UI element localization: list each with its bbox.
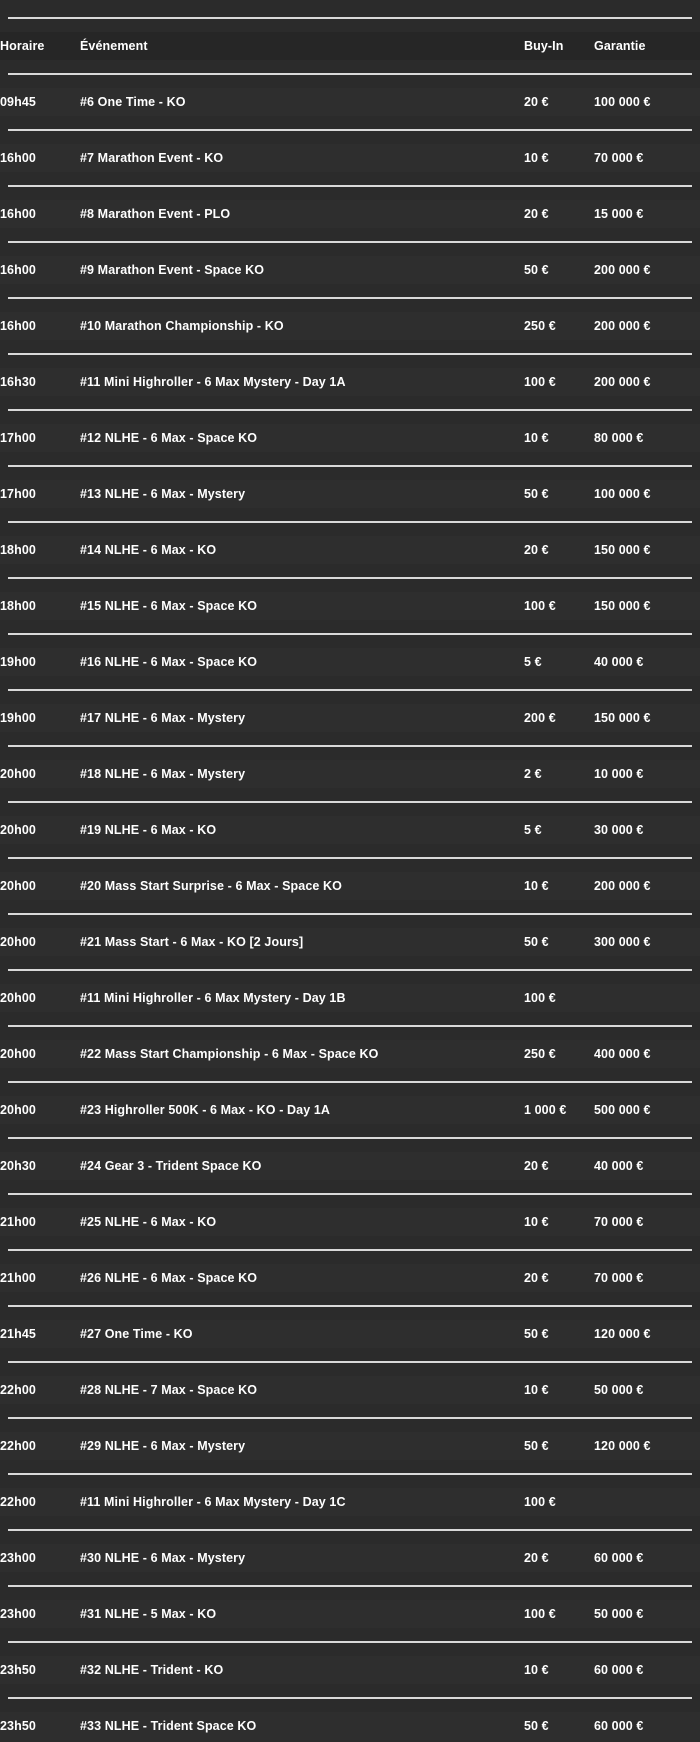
cell-buyin: 10 € [524, 1663, 549, 1677]
cell-buyin: 20 € [524, 1271, 549, 1285]
row-separator [0, 284, 700, 312]
cell-evenement: #24 Gear 3 - Trident Space KO [80, 1159, 262, 1173]
table-row[interactable] [0, 1376, 700, 1404]
bottom-spacer [0, 1740, 700, 1742]
table-row[interactable] [0, 536, 700, 564]
cell-horaire: 18h00 [0, 599, 36, 613]
cell-buyin: 5 € [524, 655, 542, 669]
row-separator [0, 1292, 700, 1320]
table-row[interactable] [0, 480, 700, 508]
cell-horaire: 16h00 [0, 319, 36, 333]
rule-top [0, 4, 700, 32]
cell-garantie: 15 000 € [594, 207, 644, 221]
cell-horaire: 16h30 [0, 375, 36, 389]
column-header-horaire: Horaire [0, 39, 45, 53]
cell-garantie: 50 000 € [594, 1607, 644, 1621]
table-row[interactable] [0, 1600, 700, 1628]
row-separator [0, 788, 700, 816]
cell-horaire: 23h50 [0, 1719, 36, 1733]
table-row[interactable] [0, 1488, 700, 1516]
table-row[interactable] [0, 1040, 700, 1068]
cell-evenement: #9 Marathon Event - Space KO [80, 263, 265, 277]
cell-horaire: 23h50 [0, 1663, 36, 1677]
cell-buyin: 50 € [524, 263, 549, 277]
cell-buyin: 50 € [524, 1439, 549, 1453]
cell-buyin: 20 € [524, 207, 549, 221]
cell-garantie: 200 000 € [594, 879, 651, 893]
cell-garantie: 70 000 € [594, 1215, 644, 1229]
table-row[interactable] [0, 424, 700, 452]
row-separator [0, 1124, 700, 1152]
cell-buyin: 1 000 € [524, 1103, 567, 1117]
row-separator [0, 732, 700, 760]
table-row[interactable] [0, 872, 700, 900]
cell-garantie [594, 1488, 700, 1516]
table-row[interactable] [0, 592, 700, 620]
cell-evenement: #11 Mini Highroller - 6 Max Mystery - Day 1B [80, 991, 346, 1005]
cell-evenement: #8 Marathon Event - PLO [80, 207, 231, 221]
row-separator [0, 1628, 700, 1656]
row-separator [0, 340, 700, 368]
cell-buyin: 20 € [524, 1551, 549, 1565]
cell-evenement: #30 NLHE - 6 Max - Mystery [80, 1551, 246, 1565]
table-header-row [0, 32, 700, 60]
table-row[interactable] [0, 1656, 700, 1684]
table-row[interactable] [0, 88, 700, 116]
cell-evenement: #29 NLHE - 6 Max - Mystery [80, 1439, 246, 1453]
cell-garantie: 200 000 € [594, 375, 651, 389]
cell-evenement: #31 NLHE - 5 Max - KO [80, 1607, 217, 1621]
cell-garantie: 200 000 € [594, 319, 651, 333]
cell-evenement: #6 One Time - KO [80, 95, 186, 109]
cell-horaire: 17h00 [0, 487, 36, 501]
cell-buyin: 10 € [524, 1383, 549, 1397]
cell-garantie: 100 000 € [594, 95, 651, 109]
table-row[interactable] [0, 1712, 700, 1740]
cell-garantie: 10 000 € [594, 767, 644, 781]
cell-buyin: 100 € [524, 1495, 556, 1509]
cell-horaire: 09h45 [0, 95, 36, 109]
table-row[interactable] [0, 144, 700, 172]
cell-horaire: 16h00 [0, 151, 36, 165]
cell-horaire: 20h00 [0, 767, 36, 781]
cell-garantie: 300 000 € [594, 935, 651, 949]
table-row[interactable] [0, 368, 700, 396]
table-row[interactable] [0, 928, 700, 956]
row-separator [0, 172, 700, 200]
cell-evenement: #10 Marathon Championship - KO [80, 319, 284, 333]
cell-buyin: 10 € [524, 879, 549, 893]
cell-garantie: 150 000 € [594, 543, 651, 557]
cell-horaire: 17h00 [0, 431, 36, 445]
table-row[interactable] [0, 984, 700, 1012]
cell-evenement: #32 NLHE - Trident - KO [80, 1663, 224, 1677]
cell-horaire: 21h00 [0, 1271, 36, 1285]
row-separator [0, 956, 700, 984]
cell-buyin: 10 € [524, 1215, 549, 1229]
cell-evenement: #16 NLHE - 6 Max - Space KO [80, 655, 258, 669]
cell-horaire: 18h00 [0, 543, 36, 557]
table-row[interactable] [0, 200, 700, 228]
table-row[interactable] [0, 760, 700, 788]
row-separator [0, 228, 700, 256]
row-separator [0, 60, 700, 88]
table-row[interactable] [0, 816, 700, 844]
cell-garantie: 500 000 € [594, 1103, 651, 1117]
cell-horaire: 16h00 [0, 263, 36, 277]
cell-horaire: 20h00 [0, 935, 36, 949]
cell-horaire: 21h00 [0, 1215, 36, 1229]
table-row[interactable] [0, 312, 700, 340]
cell-evenement: #21 Mass Start - 6 Max - KO [2 Jours] [80, 935, 304, 949]
table-row[interactable] [0, 648, 700, 676]
cell-evenement: #26 NLHE - 6 Max - Space KO [80, 1271, 258, 1285]
cell-garantie: 70 000 € [594, 1271, 644, 1285]
column-header-garantie: Garantie [594, 39, 646, 53]
row-separator [0, 116, 700, 144]
cell-garantie: 100 000 € [594, 487, 651, 501]
row-separator [0, 1236, 700, 1264]
cell-garantie: 120 000 € [594, 1439, 651, 1453]
row-separator [0, 1460, 700, 1488]
row-separator [0, 508, 700, 536]
cell-horaire: 20h00 [0, 879, 36, 893]
cell-buyin: 20 € [524, 543, 549, 557]
row-separator [0, 620, 700, 648]
cell-horaire: 21h45 [0, 1327, 36, 1341]
table-row[interactable] [0, 1208, 700, 1236]
cell-evenement: #11 Mini Highroller - 6 Max Mystery - Day 1C [80, 1495, 346, 1509]
table-row[interactable] [0, 1320, 700, 1348]
cell-garantie: 60 000 € [594, 1719, 644, 1733]
cell-garantie: 70 000 € [594, 151, 644, 165]
table-body [0, 60, 700, 1740]
row-separator [0, 564, 700, 592]
row-separator [0, 1348, 700, 1376]
row-separator [0, 396, 700, 424]
cell-buyin: 50 € [524, 935, 549, 949]
row-separator [0, 676, 700, 704]
cell-horaire: 22h00 [0, 1439, 36, 1453]
cell-evenement: #27 One Time - KO [80, 1327, 193, 1341]
cell-evenement: #18 NLHE - 6 Max - Mystery [80, 767, 246, 781]
table-row[interactable] [0, 256, 700, 284]
cell-buyin: 100 € [524, 599, 556, 613]
cell-buyin: 50 € [524, 1719, 549, 1733]
table-row[interactable] [0, 1432, 700, 1460]
cell-buyin: 20 € [524, 95, 549, 109]
cell-horaire: 20h00 [0, 1047, 36, 1061]
cell-evenement: #28 NLHE - 7 Max - Space KO [80, 1383, 258, 1397]
cell-horaire: 20h00 [0, 823, 36, 837]
row-separator [0, 900, 700, 928]
cell-evenement: #17 NLHE - 6 Max - Mystery [80, 711, 246, 725]
cell-evenement: #13 NLHE - 6 Max - Mystery [80, 487, 246, 501]
cell-garantie: 40 000 € [594, 1159, 644, 1173]
cell-evenement: #25 NLHE - 6 Max - KO [80, 1215, 217, 1229]
cell-horaire: 20h30 [0, 1159, 36, 1173]
row-separator [0, 452, 700, 480]
cell-garantie: 150 000 € [594, 711, 651, 725]
cell-garantie: 50 000 € [594, 1383, 644, 1397]
table-row[interactable] [0, 1544, 700, 1572]
table-row[interactable] [0, 1264, 700, 1292]
cell-evenement: #11 Mini Highroller - 6 Max Mystery - Day 1A [80, 375, 346, 389]
row-separator [0, 844, 700, 872]
cell-horaire: 22h00 [0, 1383, 36, 1397]
cell-buyin: 2 € [524, 767, 542, 781]
cell-buyin: 100 € [524, 375, 556, 389]
table-head [0, 4, 700, 60]
cell-evenement: #14 NLHE - 6 Max - KO [80, 543, 217, 557]
cell-evenement: #22 Mass Start Championship - 6 Max - Space KO [80, 1047, 379, 1061]
row-separator [0, 1684, 700, 1712]
cell-garantie: 60 000 € [594, 1663, 644, 1677]
cell-buyin: 100 € [524, 1607, 556, 1621]
cell-evenement: #23 Highroller 500K - 6 Max - KO - Day 1A [80, 1103, 331, 1117]
cell-horaire: 19h00 [0, 711, 36, 725]
cell-buyin: 250 € [524, 1047, 556, 1061]
row-separator [0, 1572, 700, 1600]
cell-garantie: 400 000 € [594, 1047, 651, 1061]
row-separator [0, 1180, 700, 1208]
cell-horaire: 16h00 [0, 207, 36, 221]
cell-garantie: 150 000 € [594, 599, 651, 613]
column-header-evenement: Événement [80, 39, 148, 53]
cell-garantie: 40 000 € [594, 655, 644, 669]
cell-evenement: #20 Mass Start Surprise - 6 Max - Space KO [80, 879, 342, 893]
cell-horaire: 19h00 [0, 655, 36, 669]
cell-horaire: 23h00 [0, 1551, 36, 1565]
cell-buyin: 50 € [524, 1327, 549, 1341]
cell-buyin: 20 € [524, 1159, 549, 1173]
cell-evenement: #19 NLHE - 6 Max - KO [80, 823, 217, 837]
cell-buyin: 100 € [524, 991, 556, 1005]
row-separator [0, 1516, 700, 1544]
row-separator [0, 1404, 700, 1432]
cell-buyin: 50 € [524, 487, 549, 501]
cell-garantie: 60 000 € [594, 1551, 644, 1565]
cell-horaire: 20h00 [0, 1103, 36, 1117]
cell-garantie [594, 984, 700, 1012]
cell-evenement: #15 NLHE - 6 Max - Space KO [80, 599, 258, 613]
row-separator [0, 1012, 700, 1040]
cell-buyin: 10 € [524, 151, 549, 165]
cell-horaire: 22h00 [0, 1495, 36, 1509]
cell-garantie: 120 000 € [594, 1327, 651, 1341]
cell-evenement: #7 Marathon Event - KO [80, 151, 224, 165]
table-row[interactable] [0, 1096, 700, 1124]
table-row[interactable] [0, 704, 700, 732]
cell-buyin: 250 € [524, 319, 556, 333]
cell-garantie: 30 000 € [594, 823, 644, 837]
table-row[interactable] [0, 1152, 700, 1180]
tournament-schedule-table [0, 4, 700, 1740]
cell-horaire: 23h00 [0, 1607, 36, 1621]
cell-garantie: 80 000 € [594, 431, 644, 445]
cell-garantie: 200 000 € [594, 263, 651, 277]
row-separator [0, 1068, 700, 1096]
cell-evenement: #33 NLHE - Trident Space KO [80, 1719, 257, 1733]
cell-buyin: 5 € [524, 823, 542, 837]
cell-buyin: 10 € [524, 431, 549, 445]
cell-buyin: 200 € [524, 711, 556, 725]
cell-evenement: #12 NLHE - 6 Max - Space KO [80, 431, 258, 445]
column-header-buyin: Buy-In [524, 39, 564, 53]
cell-horaire: 20h00 [0, 991, 36, 1005]
